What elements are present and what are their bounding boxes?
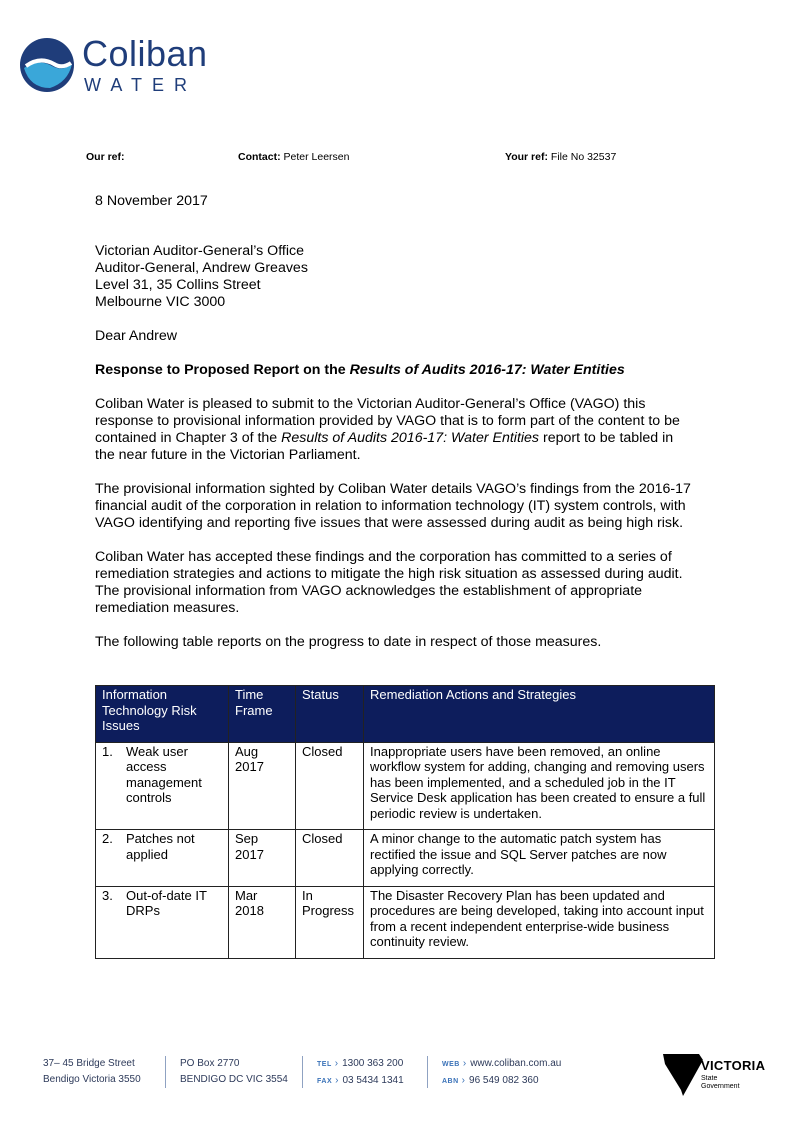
footer-postal-address: PO Box 2770 BENDIGO DC VIC 3554 [180,1058,288,1085]
coliban-water-logo [18,34,208,100]
issue-cell: 2. Patches not applied [96,830,229,887]
address-line: Victorian Auditor-General’s Office [95,243,304,259]
header-status: Status [296,686,364,743]
table-row [96,742,715,830]
issue-cell: 3. Out-of-date IT DRPs [96,886,229,958]
logo-line-2: WATER [84,75,197,95]
status-cell: Closed [296,830,364,887]
status-cell: In Progress [296,886,364,958]
chevron-right-icon: › [334,1058,339,1069]
footer-divider [427,1056,428,1088]
letter-body [95,193,695,651]
time-cell: Mar 2018 [229,886,296,958]
paragraph-1: Coliban Water is pleased to submit to the Victorian Auditor-General’s Office (VAGO) this response to provisional information provided by VAGO that is to form part of the content to be contained in Chapter 3 of the Results of Audits 2016-17: Water Entities report to be tabled in the near future in the Victorian Parliament. [95,396,680,463]
chevron-right-icon: › [461,1075,466,1086]
footer-divider [302,1056,303,1088]
risk-table [95,685,715,959]
action-cell: The Disaster Recovery Plan has been updated and procedures are being developed, taking into account input from a recent independent enterprise-wide business continuity review. [364,886,715,958]
subject-line: Response to Proposed Report on the Results of Audits 2016-17: Water Entities [95,362,625,378]
victoria-map-icon [663,1050,703,1098]
your-ref: Your ref: File No 32537 [505,151,617,163]
footer-street-address: 37– 45 Bridge Street Bendigo Victoria 3550 [43,1058,141,1085]
paragraph-4: The following table reports on the progress to date in respect of those measures. [95,634,602,650]
letter-date: 8 November 2017 [95,193,208,209]
our-ref: Our ref: [86,151,125,163]
address-line: Auditor-General, Andrew Greaves [95,260,308,276]
address-line: Melbourne VIC 3000 [95,294,226,310]
time-cell: Sep 2017 [229,830,296,887]
header-issues: Information Technology Risk Issues [96,686,229,743]
header-remediation: Remediation Actions and Strategies [364,686,715,743]
water-drop-icon [18,36,76,94]
status-cell: Closed [296,742,364,830]
table-header-row [96,686,715,743]
footer-divider [165,1056,166,1088]
letterhead-footer [43,1056,766,1101]
action-cell: A minor change to the automatic patch system has rectified the issue and SQL Server patches are now applying correctly. [364,830,715,887]
paragraph-3: Coliban Water has accepted these findings and the corporation has committed to a series of remediation strategies and actions to mitigate the high risk situation as assessed during audit. The provisional information from VAGO acknowledges the establishment of appropriate remediation measures. [95,549,683,616]
salutation: Dear Andrew [95,328,178,344]
contact-ref: Contact: Peter Leersen [238,151,350,163]
victoria-government-logo: VICTORIA State Government [663,1050,753,1100]
paragraph-2: The provisional information sighted by Coliban Water details VAGO’s findings from the 2016-17 financial audit of the corporation in relation to information technology (IT) system controls, with VAGO identifying and reporting five issues that were assessed during audit as being high risk. [95,481,691,531]
action-cell: Inappropriate users have been removed, an online workflow system for adding, changing and removing users has been implemented, and a scheduled job in the IT Service Desk application has been created to ensure a full periodic review is undertaken. [364,742,715,830]
address-line: Level 31, 35 Collins Street [95,277,261,293]
logo-line-1: Coliban [82,33,208,74]
header-time-frame: Time Frame [229,686,296,743]
time-cell: Aug 2017 [229,742,296,830]
chevron-right-icon: › [462,1058,467,1069]
chevron-right-icon: › [335,1075,339,1086]
recipient-address [95,243,695,311]
footer-phone: TEL › 1300 363 200 FAX › 03 5434 1341 [317,1058,404,1086]
table-row [96,886,715,958]
table-row [96,830,715,887]
reference-row [86,151,646,165]
footer-web: WEB › www.coliban.com.au ABN › 96 549 082 360 [442,1058,562,1086]
issue-cell: 1. Weak user access management controls [96,742,229,830]
